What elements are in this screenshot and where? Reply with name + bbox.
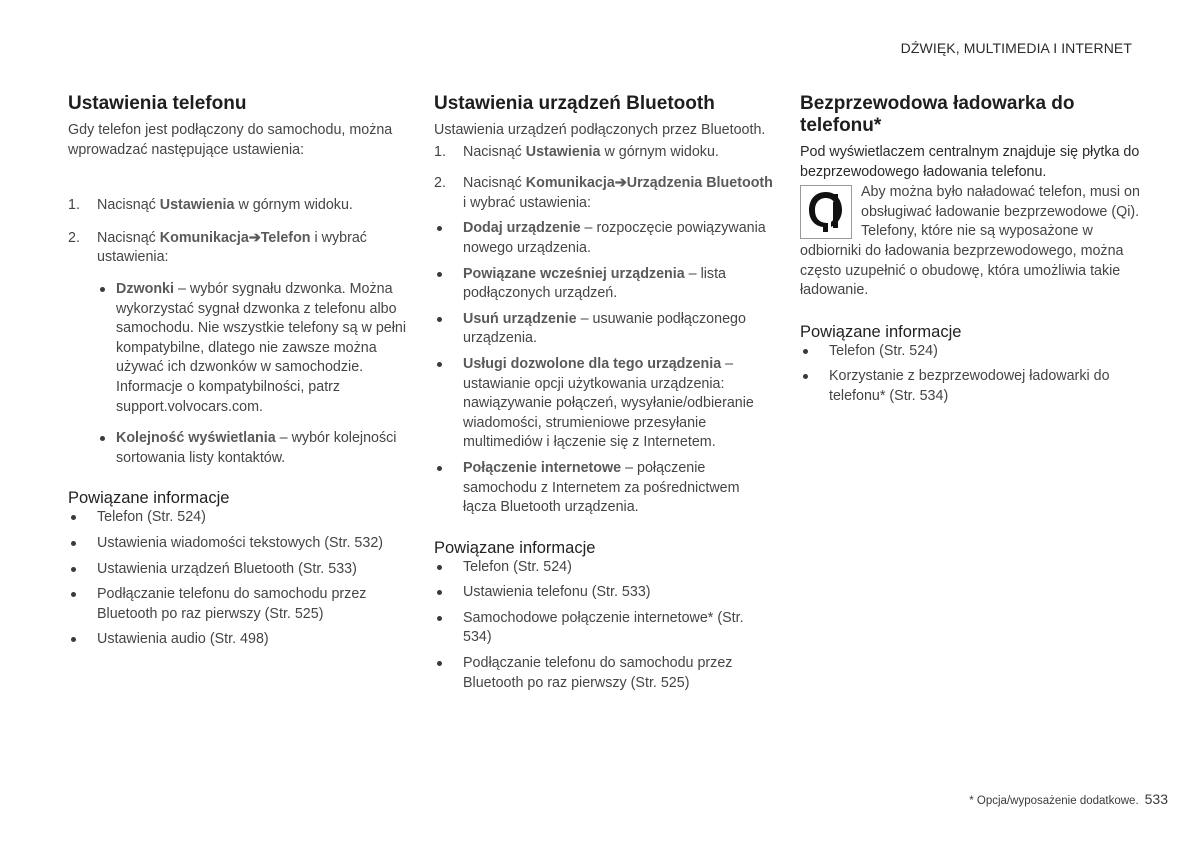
heading-wireless-charger: Bezprzewodowa ładowarka do telefonu* [800, 93, 1075, 136]
related-list [800, 342, 1140, 407]
menu-ustawienia: Ustawienia [525, 143, 601, 160]
menu-komunikacja: Komunikacja [159, 229, 249, 246]
footnote: * Opcja/wyposażenie dodatkowe. [969, 795, 1139, 807]
related-link[interactable]: Podłączanie telefonu do samochodu przez Bluetooth po raz pierwszy (Str. 525) [434, 654, 774, 693]
column-phone-settings [68, 93, 413, 650]
page-footer [900, 791, 1168, 809]
heading-bluetooth-settings: Ustawienia urządzeń Bluetooth [434, 93, 715, 114]
arrow-right-icon: ➔ [248, 229, 261, 246]
related-list [434, 558, 774, 694]
intro-text: Gdy telefon jest podłączony do samochodu, można wprowadzać następujące ustawienia: [68, 122, 393, 158]
heading-phone-settings: Ustawienia telefonu [68, 93, 247, 114]
step-2: 2. Nacisnąć Komunikacja➔Urządzenia Bluetooth i wybrać ustawienia: [434, 175, 773, 211]
sub-item-display-order: Kolejność wyświetlania – wybór kolejności sortowania listy kontaktów. [68, 429, 413, 468]
step-1: 1. Nacisnąć Ustawienia w górnym widoku. [68, 197, 353, 214]
related-link[interactable]: Telefon (Str. 524) [68, 508, 413, 528]
option-add-device: Dodaj urządzenie – rozpoczęcie powiązywania nowego urządzenia. [434, 219, 774, 258]
related-link[interactable]: Ustawienia wiadomości tekstowych (Str. 532) [68, 534, 413, 554]
step-2: 2. Nacisnąć Komunikacja➔Telefon i wybrać ustawienia: [68, 229, 367, 266]
column-wireless-charger [800, 93, 1140, 407]
sub-item-ringtones: Dzwonki – wybór sygnału dzwonka. Można wykorzystać sygnał dzwonka z telefonu albo samochodu. Nie wszystkie telefony są w pełni kompatybilne, dlatego nie zawsze można używać ich dzwonków w samochodzie. Informacje o kompatybilności, patrz support.volvocars.com. [68, 280, 413, 417]
related-link[interactable]: Ustawienia telefonu (Str. 533) [434, 583, 774, 603]
related-link[interactable]: Telefon (Str. 524) [800, 342, 1140, 362]
step-1: 1. Nacisnąć Ustawienia w górnym widoku. [434, 143, 719, 160]
steps-list [434, 143, 774, 214]
related-link[interactable]: Ustawienia urządzeń Bluetooth (Str. 533) [68, 560, 413, 580]
steps-list [68, 196, 413, 268]
page-number: 533 [1144, 791, 1168, 807]
menu-urzadzenia-bluetooth: Urządzenia Bluetooth [626, 175, 773, 192]
related-info-heading: Powiązane informacje [800, 322, 962, 341]
related-link[interactable]: Samochodowe połączenie internetowe* (Str. 534) [434, 609, 774, 648]
related-link[interactable]: Telefon (Str. 524) [434, 558, 774, 578]
related-info-heading: Powiązane informacje [68, 489, 230, 508]
arrow-right-icon: ➔ [614, 175, 627, 192]
menu-komunikacja: Komunikacja [525, 175, 615, 192]
related-list [68, 508, 413, 650]
body-text: Aby można było naładować telefon, musi on obsługiwać ładowanie bezprzewodowe (Qi). Telefony, które nie są wyposażone w odbiorniki do ładowania bezprzewodowego, można często uzupełnić o obudowę, która umożliwia takie ładowanie. [800, 184, 1140, 299]
option-paired-devices: Powiązane wcześniej urządzenia – lista podłączonych urządzeń. [434, 265, 774, 304]
menu-telefon: Telefon [260, 229, 311, 246]
option-remove-device: Usuń urządzenie – usuwanie podłączonego urządzenia. [434, 310, 774, 349]
qi-wireless-charging-icon [800, 185, 852, 239]
related-link[interactable]: Ustawienia audio (Str. 498) [68, 630, 413, 650]
qi-logo-svg [806, 189, 846, 235]
intro-text: Pod wyświetlaczem centralnym znajduje się płytka do bezprzewodowego ładowania telefonu. [800, 144, 1140, 180]
sub-options-list [68, 280, 413, 468]
bluetooth-options-list [434, 219, 774, 517]
menu-ustawienia: Ustawienia [159, 197, 235, 214]
related-info-heading: Powiązane informacje [434, 538, 596, 557]
column-bluetooth-settings [434, 93, 774, 693]
option-internet-connection: Połączenie internetowe – połączenie samochodu z Internetem za pośrednictwem łącza Bluetooth urządzenia. [434, 459, 774, 518]
option-allowed-services: Usługi dozwolone dla tego urządzenia – ustawianie opcji użytkowania urządzenia: nawiązywanie połączeń, wysyłanie/odbieranie wiadomości, strumieniowe przesyłanie multimediów i łączenie się z Internetem. [434, 355, 774, 453]
charger-description [800, 183, 1140, 301]
related-link[interactable]: Podłączanie telefonu do samochodu przez Bluetooth po raz pierwszy (Str. 525) [68, 585, 413, 624]
intro-text: Ustawienia urządzeń podłączonych przez Bluetooth. [434, 122, 766, 138]
section-header: DŹWIĘK, MULTIMEDIA I INTERNET [900, 40, 1132, 56]
related-link[interactable]: Korzystanie z bezprzewodowej ładowarki do telefonu* (Str. 534) [800, 367, 1140, 406]
